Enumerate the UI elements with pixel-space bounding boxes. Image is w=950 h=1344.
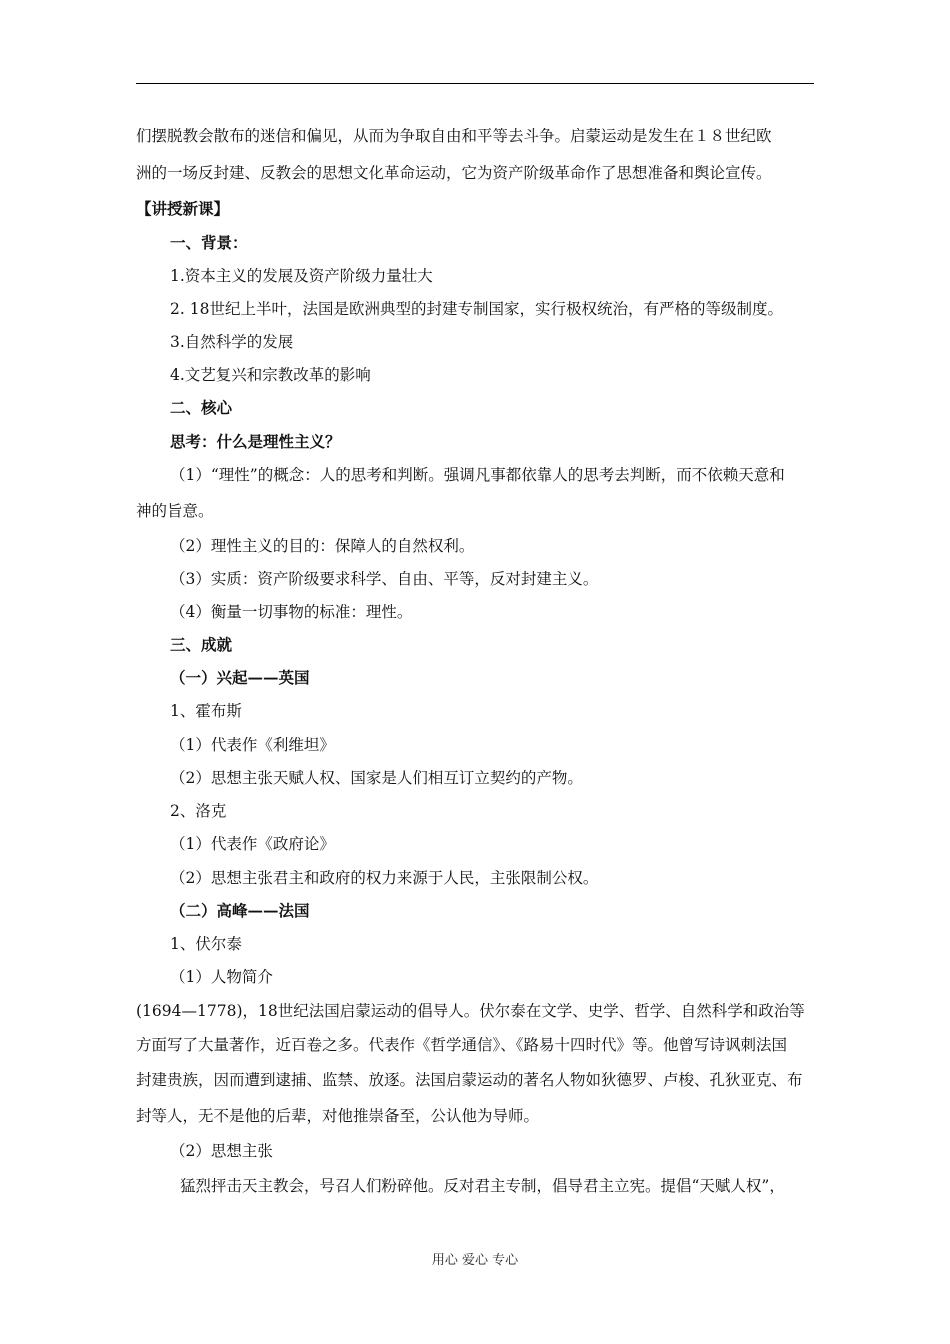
heading-core: 二、核心 [170, 398, 233, 417]
list-item: 1、霍布斯 [170, 702, 242, 720]
subheading-england: （一）兴起——英国 [170, 668, 310, 687]
header-rule [136, 83, 814, 84]
list-item: （2）思想主张君主和政府的权力来源于人民，主张限制公权。 [170, 869, 599, 887]
list-item: （1）代表作《利维坦》 [170, 736, 335, 754]
text-line: 封建贵族，因而遭到逮捕、监禁、放逐。法国启蒙运动的著名人物如狄德罗、卢梭、孔狄亚克、布 [136, 1071, 803, 1089]
text-line: 们摆脱教会散布的迷信和偏见，从而为争取自由和平等去斗争。启蒙运动是发生在１８世纪欧 [136, 127, 772, 145]
list-item: 1、伏尔泰 [170, 935, 242, 953]
list-item: 3.自然科学的发展 [170, 333, 294, 351]
list-item: （1）代表作《政府论》 [170, 835, 335, 853]
section-heading: 【讲授新课】 [136, 199, 230, 218]
list-item: （2）思想主张天赋人权、国家是人们相互订立契约的产物。 [170, 769, 583, 787]
text-line: 神的旨意。 [136, 502, 214, 520]
list-item: （2）理性主义的目的：保障人的自然权利。 [170, 537, 475, 555]
list-item: （4）衡量一切事物的标准：理性。 [170, 603, 413, 621]
text-line: (1694—1778)，18世纪法国启蒙运动的倡导人。伏尔泰在文学、史学、哲学、自然科学和政治等 [136, 1002, 805, 1020]
list-item: （3）实质：资产阶级要求科学、自由、平等，反对封建主义。 [170, 570, 599, 588]
heading-achievements: 三、成就 [170, 635, 233, 654]
text-line: 封等人，无不是他的后辈，对他推崇备至，公认他为导师。 [136, 1107, 540, 1125]
list-item: 2、洛克 [170, 802, 227, 820]
heading-background: 一、背景： [170, 233, 248, 252]
list-item: 1.资本主义的发展及资产阶级力量壮大 [170, 267, 433, 285]
text-line: （1）“理性”的概念：人的思考和判断。强调凡事都依靠人的思考去判断，而不依赖天意和 [170, 466, 785, 484]
list-item: 2. 18世纪上半叶，法国是欧洲典型的封建专制国家，实行极权统治，有严格的等级制度。 [170, 300, 783, 318]
subheading-france: （二）高峰——法国 [170, 901, 310, 920]
text-line: 方面写了大量著作，近百卷之多。代表作《哲学通信》、《路易十四时代》等。他曾写诗讽刺法国 [136, 1036, 788, 1054]
text-line: 猛烈抨击天主教会，号召人们粉碎他。反对君主专制，倡导君主立宪。提倡“天赋人权”， [180, 1177, 785, 1195]
page-footer: 用心 爱心 专心 [431, 1253, 519, 1268]
list-item: （2）思想主张 [170, 1142, 273, 1160]
text-line: 洲的一场反封建、反教会的思想文化革命运动，它为资产阶级革命作了思想准备和舆论宣传。 [136, 164, 772, 182]
think-question: 思考：什么是理性主义？ [170, 432, 341, 451]
list-item: （1）人物简介 [170, 968, 273, 986]
list-item: 4.文艺复兴和宗教改革的影响 [170, 366, 371, 384]
